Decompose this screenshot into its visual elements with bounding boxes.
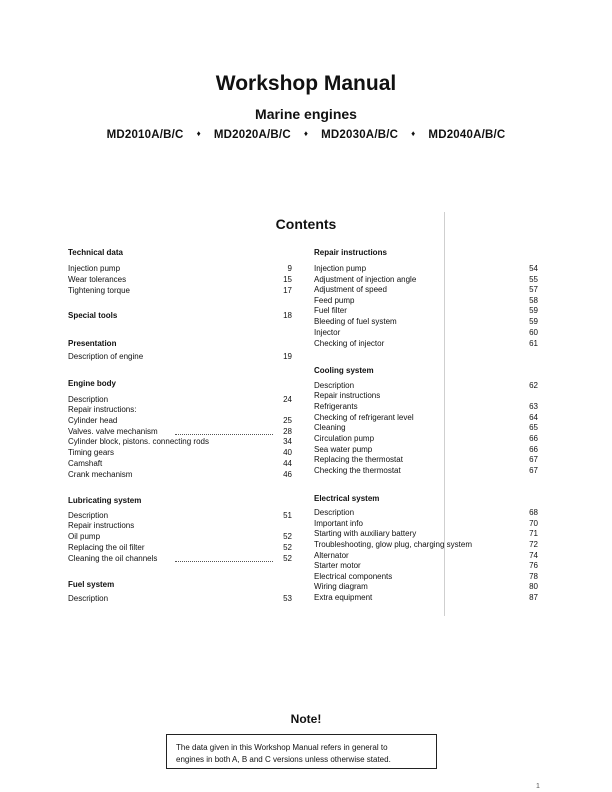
section-heading-cooling-system: Cooling system [314, 366, 374, 375]
toc-page: 46 [283, 470, 292, 479]
toc-page: 28 [283, 427, 292, 436]
toc-entry [314, 339, 538, 349]
toc-page: 51 [283, 511, 292, 520]
page-number: 1 [536, 783, 540, 790]
contents-heading: Contents [275, 216, 337, 232]
toc-entry [314, 391, 538, 401]
note-text [176, 742, 391, 765]
toc-page: 60 [529, 328, 538, 337]
toc-page: 52 [283, 554, 292, 563]
toc-page: 9 [287, 264, 292, 273]
toc-entry [314, 582, 538, 592]
toc-entry [68, 275, 292, 285]
toc-entry [314, 519, 538, 529]
section-heading-fuel-system: Fuel system [68, 580, 115, 589]
toc-label: Sea water pump [314, 445, 373, 454]
section-heading-presentation: Presentation [68, 339, 117, 348]
section-heading-engine-body: Engine body [68, 379, 116, 388]
toc-page: 59 [529, 317, 538, 326]
toc-label: Starter motor [314, 561, 361, 570]
toc-label: Wiring diagram [314, 582, 368, 591]
toc-page: 24 [283, 395, 292, 404]
toc-page: 66 [529, 434, 538, 443]
toc-entry [314, 434, 538, 444]
toc-page: 74 [529, 551, 538, 560]
toc-entry [68, 264, 292, 274]
bullet-icon: ♦ [196, 129, 201, 138]
toc-page: 34 [283, 437, 292, 446]
toc-label: Description [68, 594, 109, 603]
section-heading-special-tools: Special tools [68, 311, 118, 320]
toc-entry [68, 311, 292, 321]
toc-label: Description [68, 395, 109, 404]
toc-entry [314, 445, 538, 455]
toc-entry [314, 296, 538, 306]
toc-page: 68 [529, 508, 538, 517]
toc-entry [68, 286, 292, 296]
toc-entry [314, 306, 538, 316]
toc-label: Fuel filter [314, 306, 347, 315]
toc-page: 72 [529, 540, 538, 549]
section-heading-technical-data: Technical data [68, 248, 123, 257]
toc-page: 19 [283, 352, 292, 361]
toc-label: Bleeding of fuel system [314, 317, 397, 326]
bullet-icon: ♦ [303, 129, 309, 138]
toc-label: Cylinder head [68, 416, 118, 425]
toc-page: 61 [529, 339, 538, 348]
toc-entry [68, 470, 292, 480]
model-4: MD2040A/B/C [428, 129, 506, 141]
toc-label: Wear tolerances [68, 275, 127, 284]
toc-entry [68, 543, 292, 553]
toc-entry [314, 423, 538, 433]
toc-page: 57 [529, 285, 538, 294]
toc-label: Alternator [314, 551, 349, 560]
toc-label: Cleaning the oil channels [68, 554, 158, 563]
model-1: MD2010A/B/C [106, 129, 184, 141]
toc-page: 67 [529, 455, 538, 464]
toc-label: Refrigerants [314, 402, 358, 411]
toc-page: 55 [529, 275, 538, 284]
model-2: MD2020A/B/C [213, 129, 291, 141]
toc-page: 76 [529, 561, 538, 570]
toc-label: Troubleshooting, glow plug, charging system [314, 540, 473, 549]
toc-entry [68, 448, 292, 458]
toc-entry [314, 540, 538, 550]
toc-page: 71 [529, 529, 538, 538]
toc-entry [314, 529, 538, 539]
toc-label: Repair instructions: [68, 405, 137, 414]
toc-label: Checking of refrigerant level [314, 413, 414, 422]
toc-label: Checking of injector [314, 339, 385, 348]
toc-page: 70 [529, 519, 538, 528]
toc-entry [314, 413, 538, 423]
toc-entry [314, 264, 538, 274]
toc-page: 52 [283, 543, 292, 552]
toc-entry [314, 275, 538, 285]
toc-page: 25 [283, 416, 292, 425]
toc-label: Description [68, 511, 109, 520]
toc-entry [314, 572, 538, 582]
toc-page: 80 [529, 582, 538, 591]
toc-page: 59 [529, 306, 538, 315]
toc-label: Electrical components [314, 572, 393, 581]
manual-subtitle: Marine engines [255, 106, 357, 122]
toc-entry [68, 405, 292, 415]
toc-page: 40 [283, 448, 292, 457]
toc-entry [68, 416, 292, 426]
toc-entry [314, 328, 538, 338]
toc-entry [314, 508, 538, 518]
toc-entry [314, 402, 538, 412]
toc-label: Description [314, 508, 355, 517]
toc-label: Replacing the thermostat [314, 455, 403, 464]
toc-page: 66 [529, 445, 538, 454]
toc-entry [68, 427, 292, 437]
toc-label: Adjustment of injection angle [314, 275, 417, 284]
toc-entry [68, 352, 292, 362]
toc-entry [68, 395, 292, 405]
toc-label: Repair instructions [68, 521, 135, 530]
toc-entry [68, 554, 292, 564]
toc-entry [68, 459, 292, 469]
toc-page: 58 [529, 296, 538, 305]
toc-label: Adjustment of speed [314, 285, 387, 294]
toc-entry [68, 594, 292, 604]
toc-label: Timing gears [68, 448, 114, 457]
toc-entry [314, 285, 538, 295]
bullet-icon: ♦ [411, 129, 416, 138]
manual-title: Workshop Manual [215, 72, 397, 95]
toc-label: Feed pump [314, 296, 355, 305]
toc-label: Oil pump [68, 532, 101, 541]
toc-label: Injector [314, 328, 341, 337]
toc-label: Description [314, 381, 355, 390]
toc-entry [314, 551, 538, 561]
toc-page: 53 [283, 594, 292, 603]
toc-label: Extra equipment [314, 593, 373, 602]
toc-label: Important info [314, 519, 363, 528]
toc-label: Tightening torque [68, 286, 130, 295]
toc-label: Camshaft [68, 459, 103, 468]
toc-page: 65 [529, 423, 538, 432]
toc-label: Injection pump [314, 264, 367, 273]
toc-page: 87 [529, 593, 538, 602]
toc-page: 18 [283, 311, 292, 320]
note-box [166, 734, 437, 769]
toc-entry [314, 381, 538, 391]
section-heading-repair-instructions: Repair instructions [314, 248, 387, 257]
toc-page: 44 [283, 459, 292, 468]
toc-entry [68, 437, 292, 447]
engine-model-list [0, 129, 612, 141]
toc-label: Replacing the oil filter [68, 543, 145, 552]
toc-page: 15 [283, 275, 292, 284]
note-line: The data given in this Workshop Manual refers in general to [176, 743, 388, 752]
toc-entry [314, 317, 538, 327]
model-3: MD2030A/B/C [321, 129, 399, 141]
toc-page: 17 [283, 286, 292, 295]
note-line: engines in both A, B and C versions unless otherwise stated. [176, 754, 391, 764]
toc-page: 52 [283, 532, 292, 541]
toc-label: Checking the thermostat [314, 466, 401, 475]
toc-page: 54 [529, 264, 538, 273]
section-heading-electrical-system: Electrical system [314, 494, 380, 503]
toc-page: 64 [529, 413, 538, 422]
toc-label: Injection pump [68, 264, 121, 273]
dot-leader [175, 561, 273, 562]
toc-entry [314, 455, 538, 465]
toc-label: Repair instructions [314, 391, 381, 400]
toc-label: Circulation pump [314, 434, 375, 443]
toc-page: 63 [529, 402, 538, 411]
toc-page: 67 [529, 466, 538, 475]
toc-label: Crank mechanism [68, 470, 133, 479]
toc-label: Cleaning [314, 423, 346, 432]
note-heading: Note! [290, 712, 322, 726]
section-heading-lubricating-system: Lubricating system [68, 496, 142, 505]
toc-entry [68, 532, 292, 542]
toc-entry [314, 561, 538, 571]
toc-label: Starting with auxiliary battery [314, 529, 417, 538]
toc-entry [68, 511, 292, 521]
toc-label: Description of engine [68, 352, 144, 361]
toc-label: Valves. valve mechanism [68, 427, 158, 436]
dot-leader [175, 434, 273, 435]
toc-entry [314, 593, 538, 603]
toc-entry [314, 466, 538, 476]
toc-label: Cylinder block, pistons. connecting rods [68, 437, 209, 446]
toc-entry [68, 521, 292, 531]
toc-page: 62 [529, 381, 538, 390]
toc-page: 78 [529, 572, 538, 581]
